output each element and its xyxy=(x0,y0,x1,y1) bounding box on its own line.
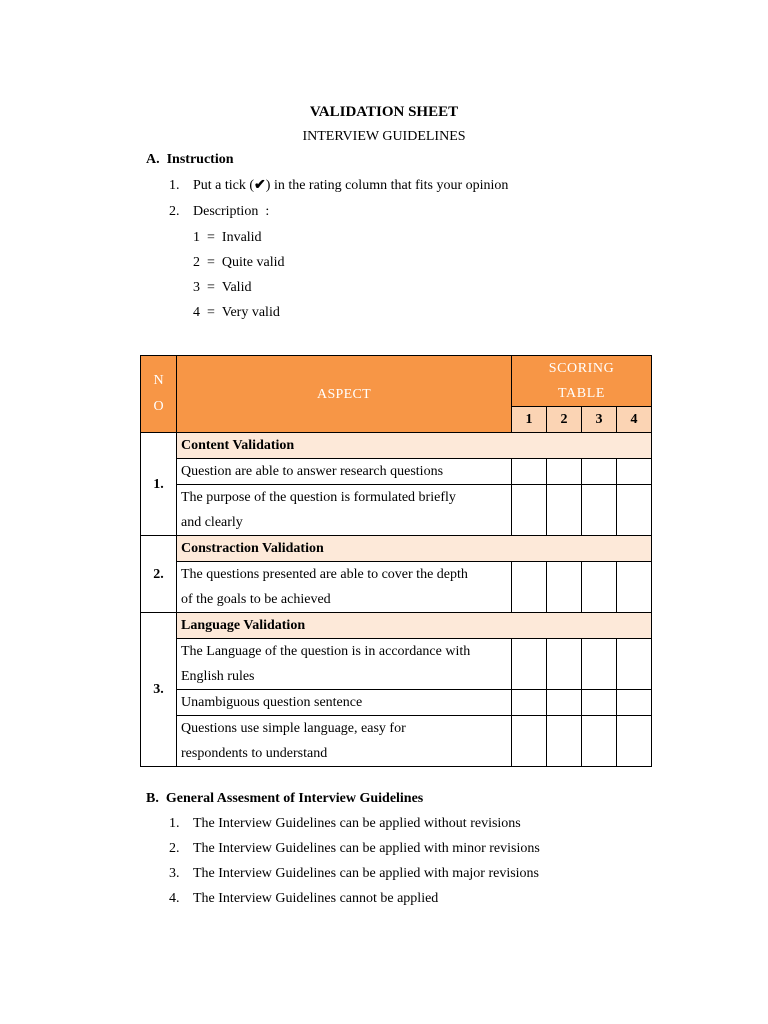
assessment-option: The Interview Guidelines can be applied with major revisions xyxy=(193,866,540,881)
score-checkbox[interactable] xyxy=(617,716,652,767)
instruction-item-2-number: 2. xyxy=(169,204,180,219)
score-checkbox[interactable] xyxy=(582,459,617,485)
aspect-item: Unambiguous question sentence xyxy=(177,690,512,716)
scale-item xyxy=(193,230,262,246)
score-checkbox[interactable] xyxy=(547,639,582,690)
scale-label: Invalid xyxy=(221,230,262,245)
score-checkbox[interactable] xyxy=(512,459,547,485)
row-number: 2. xyxy=(141,536,177,613)
assessment-option: The Interview Guidelines can be applied with minor revisions xyxy=(193,841,540,856)
scale-label: Quite valid xyxy=(221,255,285,270)
section-title: Constraction Validation xyxy=(177,536,652,562)
section-title: Content Validation xyxy=(177,433,652,459)
validation-table xyxy=(140,355,652,767)
score-checkbox[interactable] xyxy=(512,716,547,767)
instruction-item-1-pre: Put a tick ( xyxy=(193,178,255,193)
score-checkbox[interactable] xyxy=(617,639,652,690)
assessment-number: 2. xyxy=(169,841,180,856)
scoring-table-header: SCORING TABLE xyxy=(512,356,652,407)
score-col-header: 1 xyxy=(512,407,547,433)
score-checkbox[interactable] xyxy=(547,716,582,767)
section-title: Language Validation xyxy=(177,613,652,639)
score-checkbox[interactable] xyxy=(512,690,547,716)
scale-item xyxy=(193,255,285,271)
scale-item xyxy=(193,305,280,321)
scale-label: Very valid xyxy=(221,305,280,320)
aspect-item: The purpose of the question is formulated briefly and clearly xyxy=(177,485,512,536)
score-checkbox[interactable] xyxy=(582,639,617,690)
score-checkbox[interactable] xyxy=(582,562,617,613)
scale-equals: = xyxy=(207,305,215,320)
aspect-item: Question are able to answer research questions xyxy=(177,459,512,485)
score-checkbox[interactable] xyxy=(547,485,582,536)
aspect-item: The Language of the question is in accordance with English rules xyxy=(177,639,512,690)
scale-number: 1 xyxy=(193,230,200,245)
score-checkbox[interactable] xyxy=(512,485,547,536)
score-checkbox[interactable] xyxy=(547,459,582,485)
no-header: N O xyxy=(141,356,177,433)
aspect-item: Questions use simple language, easy for respondents to understand xyxy=(177,716,512,767)
assessment-number: 1. xyxy=(169,816,180,831)
row-number: 1. xyxy=(141,433,177,536)
score-checkbox[interactable] xyxy=(512,639,547,690)
score-checkbox[interactable] xyxy=(582,485,617,536)
document-subtitle: INTERVIEW GUIDELINES xyxy=(302,129,466,144)
score-checkbox[interactable] xyxy=(547,562,582,613)
scale-equals: = xyxy=(207,255,215,270)
row-number: 3. xyxy=(141,613,177,767)
assessment-number: 3. xyxy=(169,866,180,881)
score-checkbox[interactable] xyxy=(617,459,652,485)
scale-label: Valid xyxy=(221,280,252,295)
checkmark-icon: ✔ xyxy=(254,178,266,193)
aspect-header: ASPECT xyxy=(177,356,512,433)
score-checkbox[interactable] xyxy=(617,562,652,613)
document-title: VALIDATION SHEET xyxy=(309,104,459,120)
scale-number: 2 xyxy=(193,255,200,270)
section-a-heading: A. Instruction xyxy=(146,152,234,167)
scale-number: 3 xyxy=(193,280,200,295)
score-checkbox[interactable] xyxy=(617,690,652,716)
assessment-number: 4. xyxy=(169,891,180,906)
score-col-header: 4 xyxy=(617,407,652,433)
score-checkbox[interactable] xyxy=(547,690,582,716)
score-checkbox[interactable] xyxy=(582,690,617,716)
scale-item xyxy=(193,280,251,296)
instruction-item-1-post: ) in the rating column that fits your opinion xyxy=(265,178,509,193)
score-checkbox[interactable] xyxy=(582,716,617,767)
score-checkbox[interactable] xyxy=(617,485,652,536)
scale-equals: = xyxy=(207,230,215,245)
score-checkbox[interactable] xyxy=(512,562,547,613)
assessment-option: The Interview Guidelines can be applied without revisions xyxy=(193,816,521,831)
scale-number: 4 xyxy=(193,305,200,320)
instruction-item-1 xyxy=(193,178,508,194)
assessment-option: The Interview Guidelines cannot be applied xyxy=(193,891,439,906)
instruction-item-1-number: 1. xyxy=(169,178,180,193)
score-col-header: 2 xyxy=(547,407,582,433)
aspect-item: The questions presented are able to cover the depth of the goals to be achieved xyxy=(177,562,512,613)
section-b-heading: B. General Assesment of Interview Guidelines xyxy=(146,791,424,806)
scale-equals: = xyxy=(207,280,215,295)
score-col-header: 3 xyxy=(582,407,617,433)
instruction-item-2: Description : xyxy=(193,204,270,219)
